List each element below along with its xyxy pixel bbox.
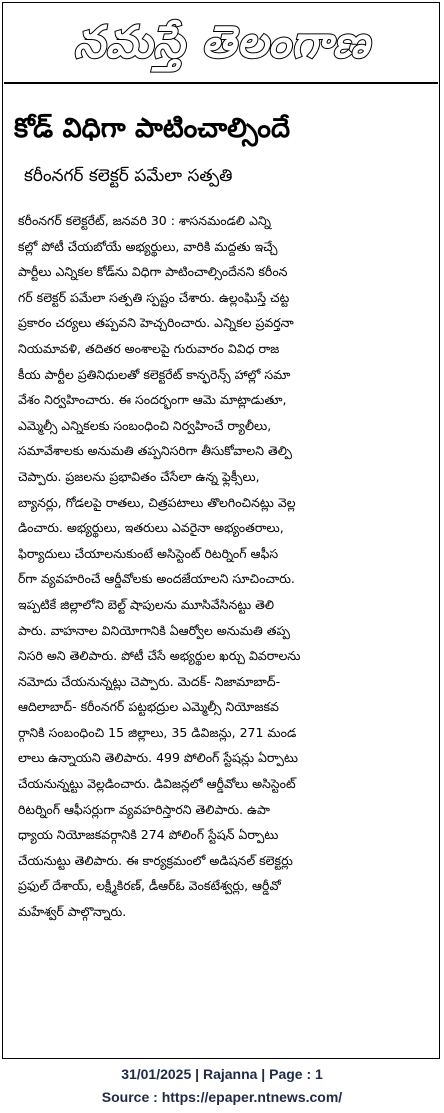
body-line: రిటర్నింగ్‌ ఆఫీసర్లుగా వ్యవహరిస్తారని తెలిపారు. ఉపా bbox=[18, 801, 270, 817]
article-subheadline: కరీంనగర్‌ కలెక్టర్‌ పమేలా సత్పతి bbox=[24, 166, 233, 186]
body-line: చేయనుట్టు తెలిపారు. ఈ కార్యక్రమంలో అడిషనల్‌ కలెక్టర్లు bbox=[18, 852, 293, 868]
body-line: ఫిర్యాదులు చేయాలనుకుంటే అసిస్టెంట్‌ రిటర్నింగ్‌ ఆఫీస bbox=[18, 545, 279, 561]
body-line: నిసరి అని తెలిపారు. పోటీ చేసే అభ్యర్థుల ఖర్చు వివరాలను bbox=[18, 648, 301, 664]
body-line: మహేశ్వర్‌ పాల్గొన్నారు. bbox=[18, 904, 127, 920]
body-line: నియమావళి, తదితర అంశాలపై గురువారం వివిధ రాజ bbox=[18, 340, 280, 356]
masthead-divider bbox=[4, 82, 438, 84]
body-line: చెప్పారు. ప్రజలను ప్రభావితం చేసేలా ఉన్న ఫ్లెక్సీలు, bbox=[18, 468, 260, 484]
body-line: ప్రకారం చర్యలు తప్పవని హెచ్చరించారు. ఎన్నికల ప్రవర్తనా bbox=[18, 315, 294, 331]
body-line: ఎమ్మెల్సీ ఎన్నికలకు సంబంధించి నిర్వహించే ర్యాలీలు, bbox=[18, 417, 272, 433]
body-line: ధ్యాయ నియోజకవర్గానికి 274 పోలింగ్‌ స్టేషన్‌ ఏర్పాటు bbox=[18, 827, 279, 843]
body-line: కల్లో పోటీ చేయబోయే అభ్యర్థులు, వారికి మద్దతు ఇచ్చే bbox=[18, 238, 278, 254]
body-line: వేశం నిర్వహించారు. ఈ సందర్భంగా ఆమె మాట్లాడుతూ, bbox=[18, 392, 287, 408]
body-line: లాలు ఉన్నాయని తెలిపారు. 499 పోలింగ్‌ స్టేషన్లు ఏర్పాటు bbox=[18, 750, 298, 766]
footer-source-link[interactable]: Source : https://epaper.ntnews.com/ bbox=[101, 1089, 343, 1105]
body-line: ర్గానికి సంబంధించి 15 జిల్లాలు, 35 డివిజన్లు, 271 మండ bbox=[18, 724, 297, 740]
body-line: ర్‌గా వ్యవహరించే ఆర్డీవోలకు అందజేయాలని సూచించారు. bbox=[18, 571, 295, 587]
body-line: సమావేశాలకు అనుమతి తప్పనిసరిగా తీసుకోవాలని తెల్పి bbox=[18, 443, 292, 459]
body-line: గర్‌ కలెక్టర్‌ పమేలా సత్పతి స్పష్టం చేశారు. ఉల్లంఘిస్తే చట్ట bbox=[18, 289, 290, 305]
body-line: ఆదిలాబాద్‌- కరీంనగర్‌ పట్టభద్రుల ఎమ్మెల్సీ నియోజకవ bbox=[18, 699, 279, 715]
body-line: ప్రఫుల్‌ దేశాయ్‌, లక్ష్మీకిరణ్‌, డీఆర్‌ఓ వెంకటేశ్వర్లు, ఆర్డీవో bbox=[18, 878, 281, 894]
article-headline: కోడ్‌ విధిగా పాటించాల్సిందే bbox=[14, 113, 291, 144]
body-line: చేయనున్నట్టు వెల్లడించారు. డివిజన్లలో ఆర్డీవోలు అసిస్టెంట్‌ bbox=[18, 776, 296, 792]
body-line: పార్టీలు ఎన్నికల కోడ్‌ను విధిగా పాటించాల్సిందేనని కరీంన bbox=[18, 264, 288, 280]
newspaper-masthead: నమస్తే తెలంగాణ bbox=[73, 17, 371, 68]
body-line: డించారు. అభ్యర్థులు, ఇతరులు ఎవరైనా అభ్యంతరాలు, bbox=[18, 520, 284, 536]
body-line: కీయ పార్టీల ప్రతినిధులతో కలెక్టరేట్‌ కాన్ఫరెన్స్‌ హాల్లో సమా bbox=[18, 366, 291, 382]
body-line: నమోదు చేయనున్నట్లు చెప్పారు. మెదక్‌- నిజామాబాద్‌- bbox=[18, 673, 281, 689]
body-line: బ్యానర్లు, గోడలపై రాతలు, చిత్రపటాలు తొలగించినట్లు వెల్ల bbox=[18, 494, 296, 510]
body-line: ఇప్పటికే జిల్లాలోని బెల్ట్‌ షాపులను మూసివేసినట్టు తెలి bbox=[18, 596, 275, 612]
body-line: పారు. వాహనాల వినియోగానికి ఏఆర్వోల అనుమతి తప్ప bbox=[18, 622, 290, 638]
body-line: కరీంనగర్‌ కలెక్టరేట్‌, జనవరి 30 : శాసనమండలి ఎన్ని bbox=[18, 213, 271, 228]
footer-edition-info: 31/01/2025 | Rajanna | Page : 1 bbox=[121, 1066, 323, 1082]
article-body bbox=[18, 208, 432, 925]
